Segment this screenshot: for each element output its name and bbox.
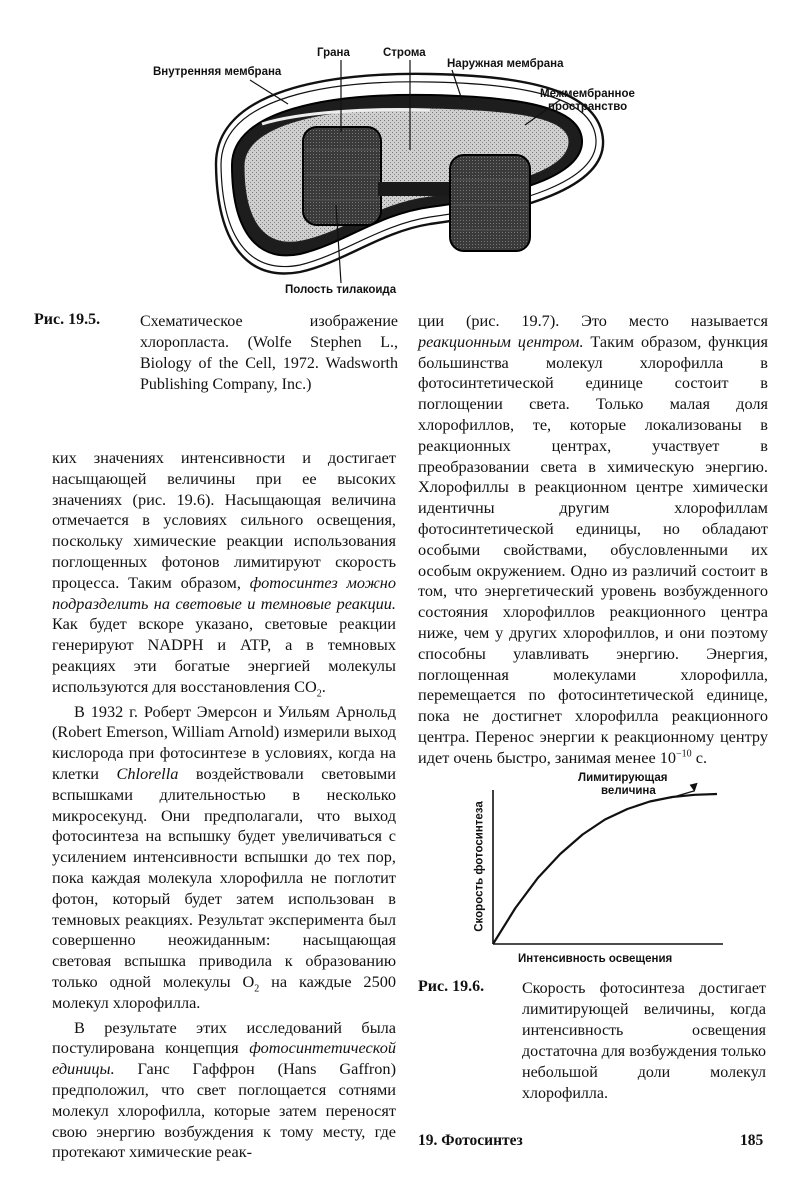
paragraph: В 1932 г. Роберт Эмерсон и Уильям Арнольд (Robert Emerson, William Arnold) измерили выход кислорода при фотосинтезе в условиях, когда на клетки Chlorella воздействовали световыми вспышками длительностью в несколько микросекунд. Они предполагали, что выход фотосинтеза на вспышку будет увеличиваться с усилением интенсивности вспышки до тех пор, пока каждая молекула хлорофилла не поглотит фотон, который будет затем использован в темновых реакциях. Результат эксперимента был совершенно неожиданным: насыщающая световая вспышка приводила к образованию только одной молекулы $O_2$ на каждые 2500 молекул хлорофилла. (52, 701, 396, 1012)
label-grana: Грана (317, 47, 350, 59)
caption-label: Рис. 19.5. (34, 311, 101, 328)
paragraph: В результате этих исследований была постулирована концепция фотосинтетической единицы. Ганс Гаффрон (Hans Gaffron) предположил, что свет поглощается сотнями молекул хлорофилла, которые затем переносят свою энергию возбуждения к тому месту, где протекают химические реак- (52, 1017, 396, 1162)
caption-text: Скорость фотосинтеза достигает лимитирующей величины, когда интенсивность освещения достаточна для возбуждения только небольшой доли молекул хлорофилла. (522, 980, 766, 1102)
series-line (493, 794, 717, 944)
stroma-lamella (378, 182, 456, 196)
figure-caption-19-5 (34, 311, 404, 411)
label-intermembrane-2: пространство (548, 101, 628, 113)
label-thylakoid-lumen: Полость тилакоида (285, 284, 397, 296)
chloroplast-diagram (0, 0, 806, 305)
left-column (52, 448, 396, 1163)
granum-right (450, 155, 530, 251)
annotation-arrowhead (690, 783, 698, 792)
figure-19-6 (460, 770, 760, 975)
label-inner-membrane: Внутренняя мембрана (153, 66, 282, 78)
label-stroma: Строма (383, 47, 426, 59)
label-outer-membrane: Наружная мембрана (447, 58, 564, 70)
annotation-limiting-2: величина (601, 785, 656, 797)
caption-text: Схематическое изображение хлоропласта. (Wolfe Stephen L., Biology of the Cell, 1972. Wadsworth Publishing Company, Inc.) (140, 313, 398, 393)
light-saturation-chart (460, 770, 760, 975)
page-number: 185 (740, 1132, 764, 1149)
granum-left (303, 127, 381, 225)
paragraph: ких значениях интенсивности и достигает насыщающей величины при ее высоких значениях (рис. 19.6). Насыщающая величина отмечается в условиях сильного освещения, поскольку химические реакции использования поглощенных фотонов лимитируют скорость процесса. Таким образом, фотосинтез можно подразделить на световые и темновые реакции. Как будет вскоре указано, световые реакции генерируют NADPH и ATP, а в темновых реакциях эти богатые энергией молекулы используются для восстановления $CO_2$. (52, 448, 396, 700)
annotation-limiting-1: Лимитирующая (578, 772, 668, 784)
figure-19-5 (0, 0, 806, 305)
caption-label: Рис. 19.6. (418, 978, 485, 995)
figure-caption-19-6 (418, 978, 770, 1102)
running-footer-chapter: 19. Фотосинтез (418, 1132, 523, 1149)
right-column (418, 311, 768, 769)
chart-ylabel: Скорость фотосинтеза (473, 801, 486, 932)
paragraph: ции (рис. 19.7). Это место называется реакционным центром. Таким образом, функция большинства молекул хлорофилла в фотосинтетической единице состоит в поглощении света. Только малая доля хлорофиллов, те, которые локализованы в реакционных центрах, участвует в преобразовании света в химическую энергию. Хлорофиллы в реакционном центре химически идентичны другим хлорофиллам фотосинтетической единицы, но обладают особыми свойствами, обусловленными их особым окружением. Одно из различий состоит в том, что энергетический уровень возбужденного состояния хлорофиллов реакционного центра ниже, чем у других хлорофиллов, и они поэтому способны улавливать энергию. Энергия, поглощенная молекулами хлорофилла, перемещается по фотосинтетической единице, пока не достигнет хлорофилла реакционного центра. Перенос энергии к реакционному центру идет очень быстро, занимая менее $10^{-10}$ с. (418, 311, 768, 767)
chart-xlabel: Интенсивность освещения (518, 953, 673, 965)
label-intermembrane-1: Межмембранное (540, 88, 635, 100)
